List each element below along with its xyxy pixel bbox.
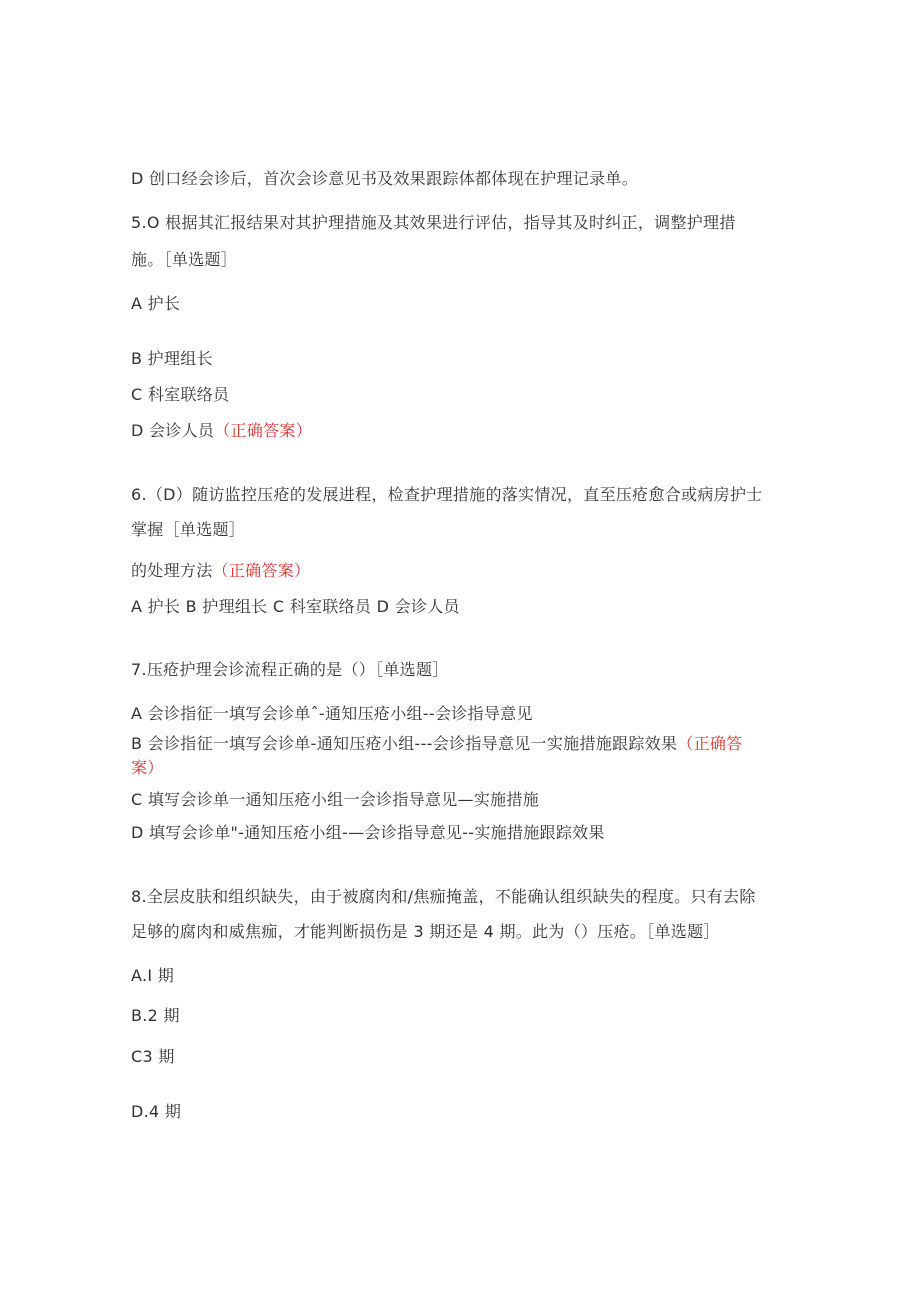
q6-stem-line3-row (131, 561, 310, 581)
q6-stem-line2: 掌握［单选题］ (131, 520, 246, 539)
q8-option-d: D.4 期 (131, 1102, 182, 1121)
q8-stem-line2: 足够的腐肉和威焦痂，才能判断损伤是 3 期还是 4 期。此为（）压疮。［单选题］ (131, 922, 720, 941)
q7-option-d: D 填写会诊单"-通知压疮小组-—会诊指导意见--实施措施跟踪效果 (131, 823, 605, 842)
q7-option-b: B 会诊指征一填写会诊单-通知压疮小组---会诊指导意见一实施措施跟踪效果 (131, 734, 678, 753)
q5-option-d-row (131, 421, 312, 441)
q6-stem-line1: 6.（D）随访监控压疮的发展进程，检查护理措施的落实情况，直至压疮愈合或病房护士 (131, 485, 763, 504)
q8-option-b: B.2 期 (131, 1006, 180, 1025)
q7-stem: 7.压疮护理会诊流程正确的是（）［单选题］ (131, 660, 449, 679)
q5-option-c: C 科室联络员 (131, 385, 230, 404)
q8-stem-line1: 8.全层皮肤和组织缺失，由于被腐肉和/焦痂掩盖，不能确认组织缺失的程度。只有去除 (131, 887, 756, 906)
q4-option-d: D 创口经会诊后，首次会诊意见书及效果跟踪体都体现在护理记录单。 (131, 169, 639, 188)
q7-correct-answer-mark-cont: 案） (131, 758, 164, 777)
q7-option-c: C 填写会诊单一通知压疮小组一会诊指导意见—实施措施 (131, 790, 540, 809)
q6-stem-line3: 的处理方法 (131, 561, 213, 580)
q6-options: A 护长 B 护理组长 C 科室联络员 D 会诊人员 (131, 597, 460, 616)
q8-option-a: A.I 期 (131, 966, 175, 985)
q5-stem-line1: 5.O 根据其汇报结果对其护理措施及其效果进行评估，指导其及时纠正，调整护理措 (131, 213, 736, 232)
q8-option-c: C3 期 (131, 1047, 175, 1066)
q5-stem-line2: 施。［单选题］ (131, 250, 238, 269)
q5-option-a: A 护长 (131, 294, 181, 313)
q5-correct-answer-mark: （正确答案） (214, 421, 313, 440)
q6-correct-answer-mark: （正确答案） (212, 561, 311, 580)
q7-option-b-row (131, 734, 742, 754)
q7-correct-answer-mark: （正确答 (677, 734, 743, 753)
q5-option-d: D 会诊人员 (131, 421, 215, 440)
q7-option-a: A 会诊指征一填写会诊单ˆ-通知压疮小组--会诊指导意见 (131, 704, 533, 723)
q5-option-b: B 护理组长 (131, 349, 213, 368)
